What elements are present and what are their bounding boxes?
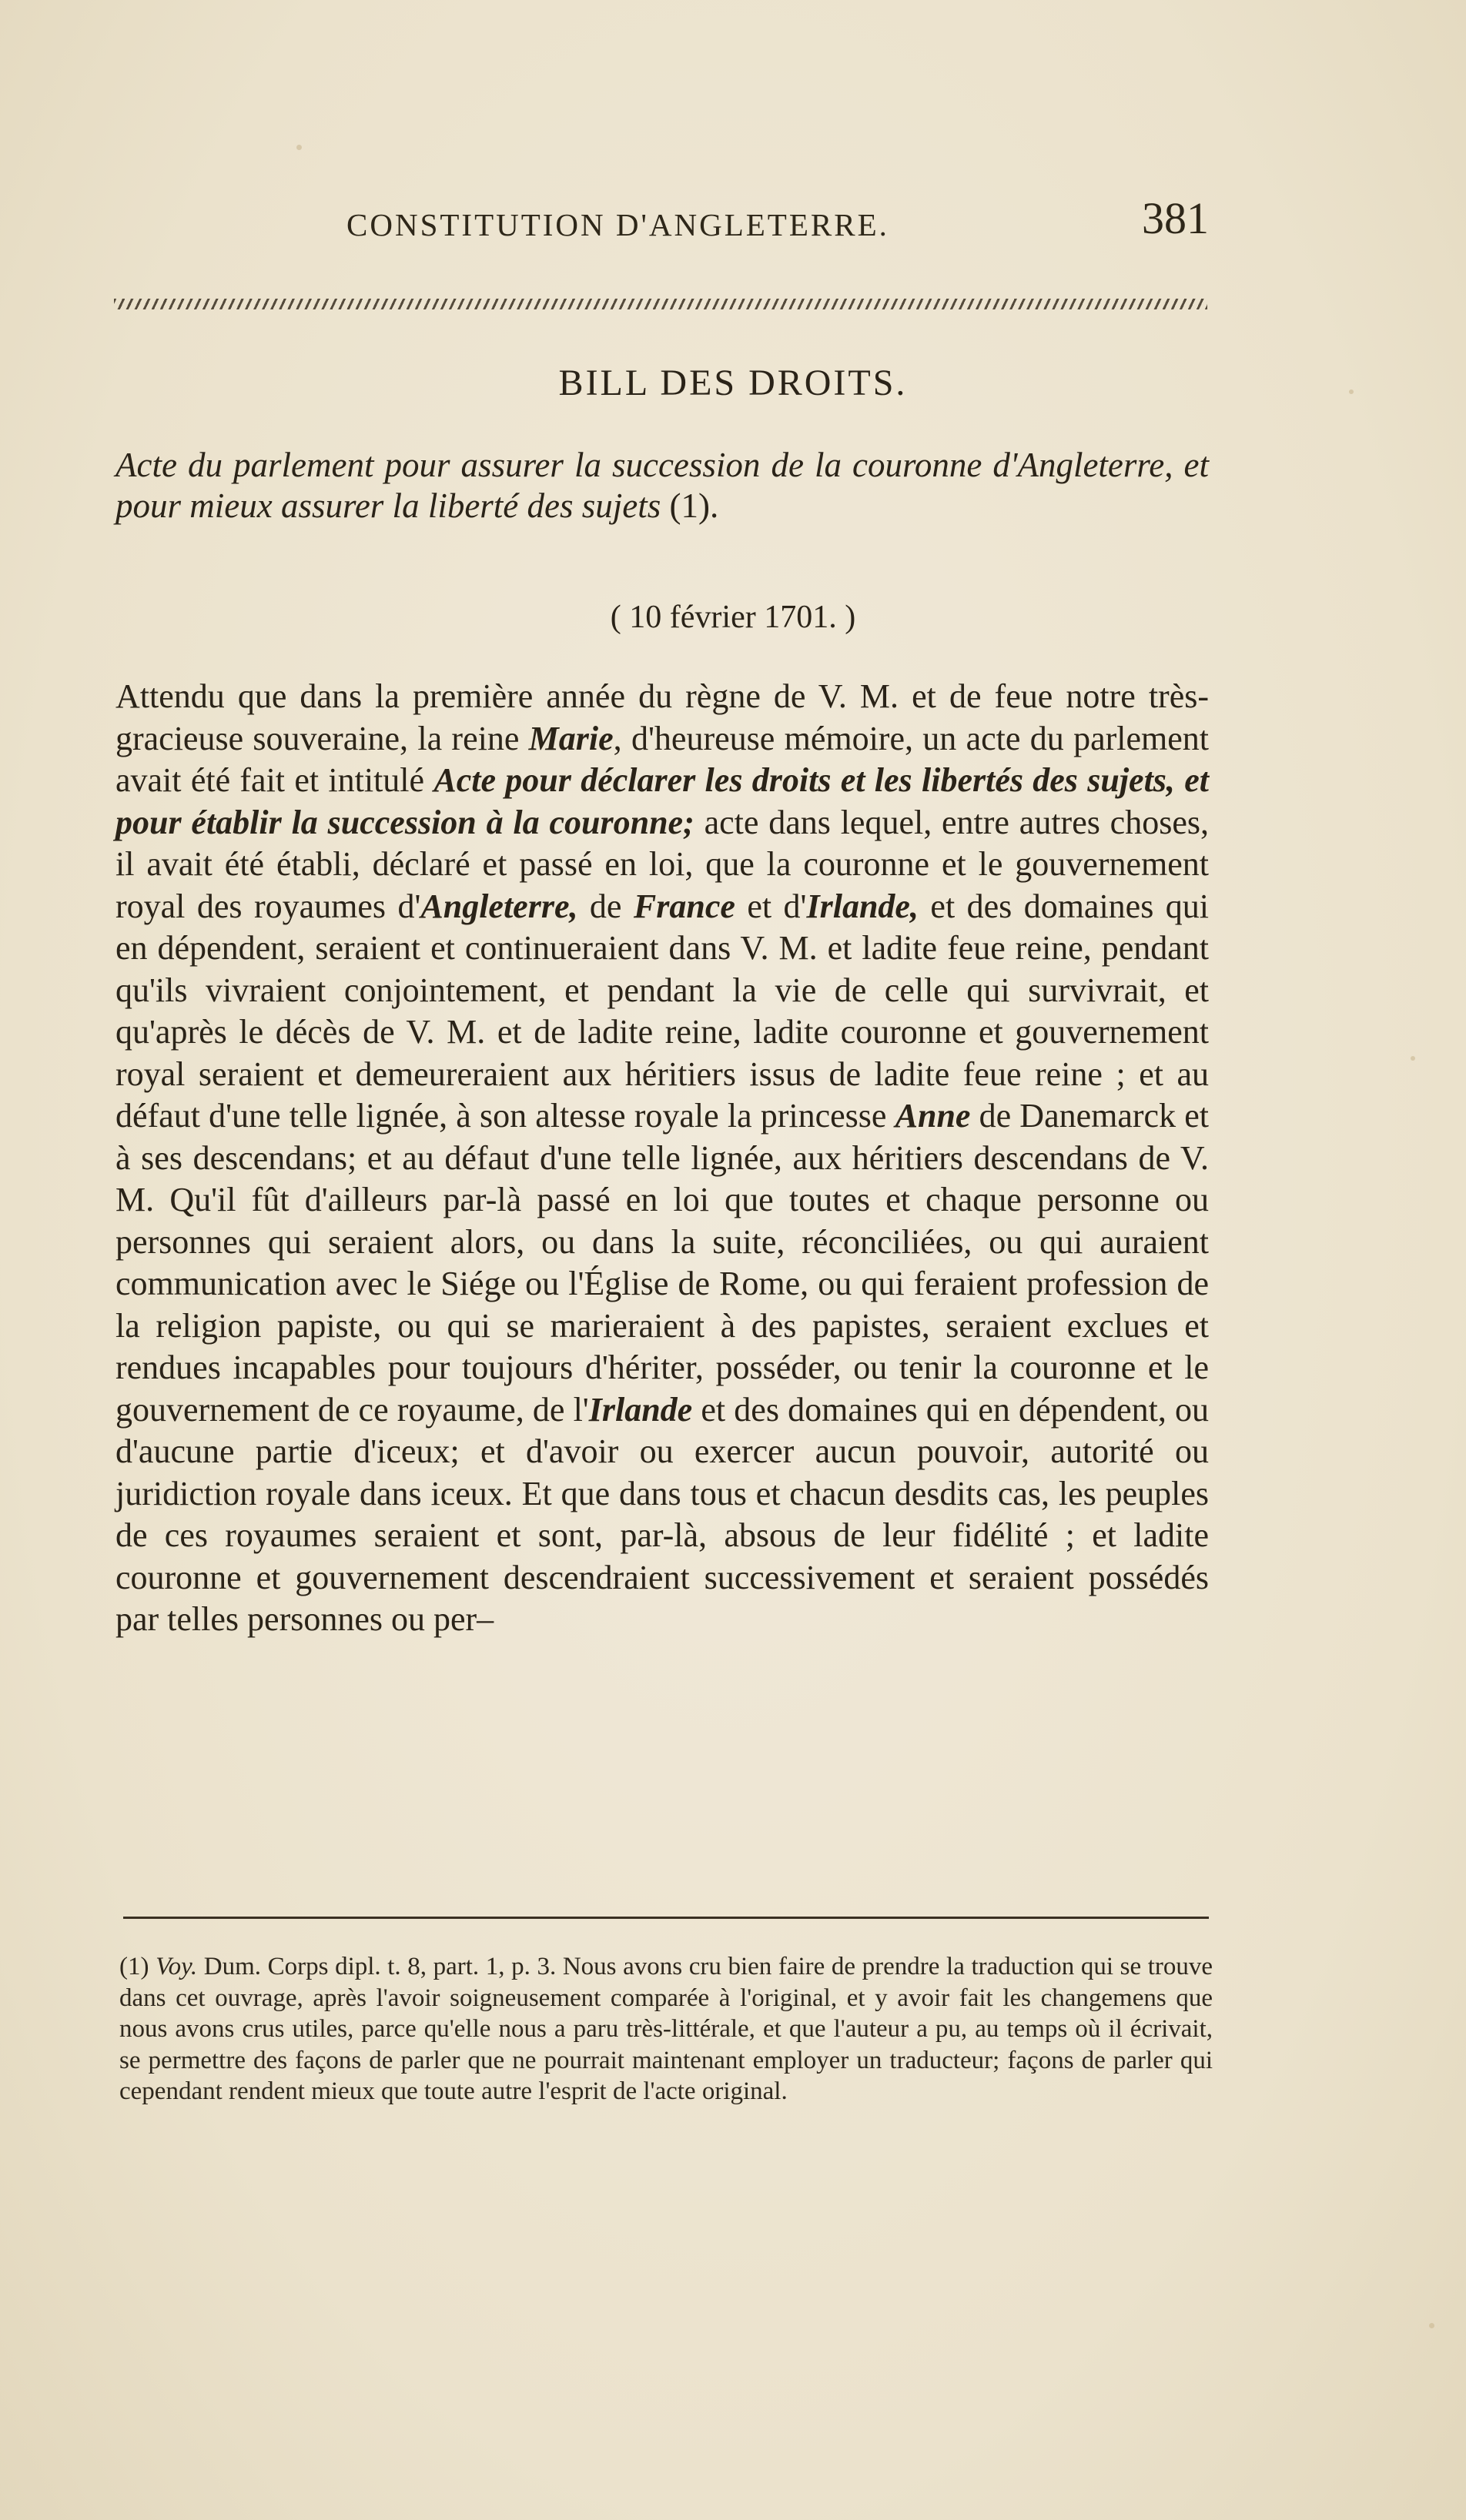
body-italic-run: Anne xyxy=(895,1097,971,1135)
page-number: 381 xyxy=(1142,193,1209,243)
body-italic-run: Marie xyxy=(528,719,614,757)
body-italic-run: Irlande xyxy=(588,1390,693,1429)
footnote xyxy=(119,1951,1213,2107)
footnote-italic-run: Voy. xyxy=(156,1953,198,1980)
body-text-run: et d' xyxy=(735,887,807,925)
body-text-run: Attendu que dans la première année du règne de V. M. et de feue notre très-gracieuse souveraine, la reine xyxy=(115,677,1209,757)
footnote-separator xyxy=(123,1917,1209,1919)
body-text-run: de xyxy=(577,887,634,925)
body-text-run: et des domaines qui en dépendent, seraient et continueraient dans V. M. et ladite feue reine, pendant qu'ils vivraient conjointement, et pendant la vie de celle qui survivrait, et qu'après le décès de V. M. et de ladite reine, ladite couronne et gouvernement royal seraient et demeureraient aux héritiers issus de ladite feue reine ; et au défaut d'une telle lignée, à son altesse royale la princesse xyxy=(115,887,1210,1135)
act-heading-text: Acte du parlement pour assurer la succession de la couronne d'Angleterre, et pour mieux assurer la liberté des sujets xyxy=(115,446,1209,525)
running-head-title: CONSTITUTION D'ANGLETERRE. xyxy=(346,207,889,242)
paper-foxing-spot xyxy=(1429,2323,1434,2328)
body-text-run: et des domaines qui en dépendent, ou d'aucune partie d'iceux; et d'avoir ou exercer aucun pouvoir, autorité ou juridiction royale dans iceux. Et que dans tous et chacun desdits cas, les peuples de ces royaumes seraient et sont, par-là, absous de leur fidélité ; et ladite couronne et gouvernement descendraient successivement et seraient possédés par telles personnes ou per– xyxy=(115,1390,1209,1638)
body-text-run: acte dans lequel, entre autres choses, il avait été établi, déclaré et passé en loi, que la couronne et le gouvernement royal des royaumes d' xyxy=(115,803,1209,925)
footnote-marker: (1) xyxy=(119,1953,156,1980)
running-head xyxy=(115,192,1209,254)
ornamental-rule xyxy=(114,299,1207,309)
paper-foxing-spot xyxy=(296,145,302,150)
body-text-run: de Danemarck et à ses descendans; et au défaut d'une telle lignée, aux héritiers descendans de V. M. Qu'il fût d'ailleurs par-là passé en loi que toutes et chaque personne ou personnes qui seraient alors, ou dans la suite, réconciliées, ou qui auraient communication avec le Siége ou l'Église de Rome, ou qui feraient profession de la religion papiste, ou qui se marieraient à des papistes, seraient exclues et rendues incapables pour toujours d'hériter, posséder, ou tenir la couronne et le gouvernement de ce royaume, de l' xyxy=(115,1097,1209,1429)
body-italic-run: Angleterre, xyxy=(420,887,578,925)
section-title: BILL DES DROITS. xyxy=(558,363,908,403)
act-heading-footnote-ref: (1). xyxy=(661,486,719,525)
body-italic-run: France xyxy=(633,887,735,925)
body-paragraph xyxy=(115,676,1209,1641)
body-italic-run: Acte pour déclarer les droits et les libertés des sujets, et pour établir la succession à la couronne; xyxy=(115,761,1209,841)
act-date: ( 10 février 1701. ) xyxy=(610,600,856,635)
footnote-text: Dum. Corps dipl. t. 8, part. 1, p. 3. Nous avons cru bien faire de prendre la traduction qui se trouve dans cet ouvrage, après l'avoir soigneusement comparée à l'original, et y avoir fait les changemens que nous avons crus utiles, parce qu'elle nous a paru très-littérale, et que l'auteur a pu, au temps où il écrivait, se permettre des façons de parler que ne pourrait maintenant employer un traducteur; façons de parler qui cependant rendent mieux que toute autre l'esprit de l'acte original. xyxy=(119,1953,1213,2105)
body-text-run: , d'heureuse mémoire, un acte du parlement avait été fait et intitulé xyxy=(115,719,1209,799)
body-italic-run: Irlande, xyxy=(806,887,919,925)
paper-foxing-spot xyxy=(1411,1056,1415,1061)
act-heading xyxy=(115,445,1209,526)
